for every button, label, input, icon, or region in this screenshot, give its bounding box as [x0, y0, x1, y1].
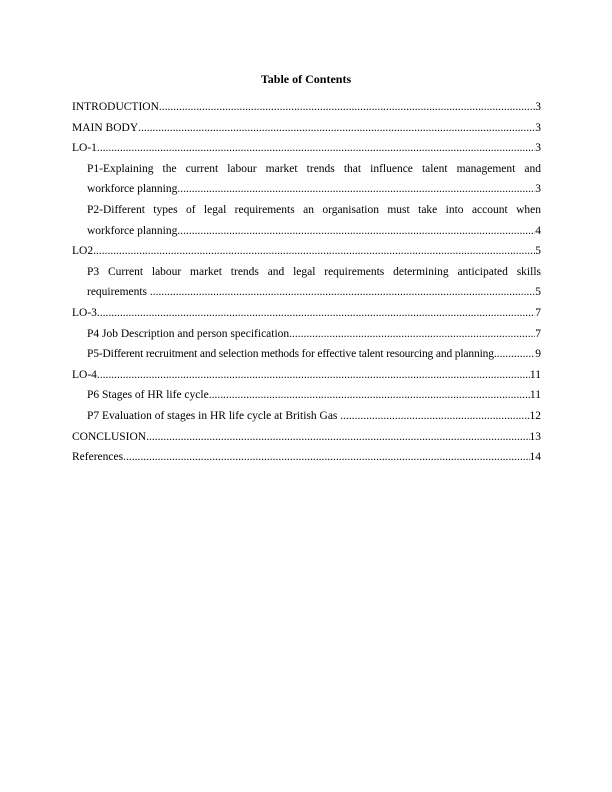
dot-leader — [97, 365, 530, 386]
toc-page-number: 14 — [529, 451, 541, 464]
toc-entry-p5[interactable] — [72, 344, 541, 365]
toc-page-number: 3 — [535, 121, 541, 134]
toc-entry-references[interactable] — [72, 447, 541, 468]
toc-page-number: 9 — [535, 348, 541, 361]
toc-entry-p7[interactable] — [72, 406, 541, 427]
dot-leader — [138, 118, 535, 139]
toc-page-number: 11 — [529, 368, 541, 381]
toc-entry-text: MAIN BODY — [72, 121, 139, 134]
toc-entry-p3[interactable] — [72, 262, 541, 303]
toc-entry-conclusion[interactable] — [72, 427, 541, 448]
toc-entry-text: requirements — [87, 286, 150, 299]
toc-entry-text: References — [72, 451, 124, 464]
toc-entry-lo-4[interactable] — [72, 365, 541, 386]
toc-page-number: 3 — [535, 101, 541, 113]
toc-entry-main-body[interactable] — [72, 118, 541, 139]
dot-leader — [340, 406, 529, 427]
toc-entry-text-line1: P1-Explaining the current labour market trends that influence talent management and — [87, 162, 541, 175]
toc-entry-lo2[interactable] — [72, 241, 541, 262]
toc-entry-text: P5-Different recruitment and selection methods for effective talent resourcing and planning — [87, 348, 494, 361]
dot-leader — [123, 447, 529, 468]
toc-entry-text: INTRODUCTION — [72, 101, 159, 113]
dot-leader — [146, 427, 529, 448]
toc-page-number: 7 — [535, 306, 541, 319]
dot-leader — [97, 138, 535, 159]
toc-entry-text: LO-3 — [72, 306, 97, 319]
dot-leader — [93, 241, 535, 262]
dot-leader — [209, 385, 530, 406]
toc-page-number: 7 — [535, 327, 541, 340]
toc-entry-text: workforce planning — [87, 224, 178, 237]
toc-entry-text: LO-4 — [72, 368, 97, 381]
dot-leader — [494, 344, 535, 365]
toc-page-number: 12 — [529, 409, 541, 422]
toc-entry-lo-1[interactable] — [72, 138, 541, 159]
toc-page-number: 5 — [535, 245, 541, 258]
toc-entry-text-line1: P2-Different types of legal requirements an organisation must take into account when — [87, 203, 541, 216]
toc-entry-introduction[interactable] — [72, 97, 541, 118]
toc-page-number: 11 — [529, 389, 541, 402]
toc-entry-text: P6 Stages of HR life cycle — [87, 389, 209, 402]
toc-title: Table of Contents — [260, 72, 352, 86]
toc-entry-text-line1: P3 Current labour market trends and legal requirements determining anticipated skills — [87, 265, 541, 278]
toc-page-number: 3 — [535, 142, 541, 155]
toc-page-number: 13 — [529, 430, 541, 443]
toc-entry-p4[interactable] — [72, 324, 541, 345]
toc-page-number: 4 — [535, 224, 541, 237]
toc-entry-p1[interactable] — [72, 159, 541, 200]
toc-entry-p2[interactable] — [72, 200, 541, 241]
table-of-contents — [72, 97, 541, 468]
toc-entry-text: P4 Job Description and person specification — [87, 327, 290, 340]
toc-page-number: 5 — [535, 286, 541, 299]
toc-entry-text: P7 Evaluation of stages in HR life cycle at British Gas — [87, 409, 341, 422]
toc-page-number: 3 — [535, 183, 541, 196]
dot-leader — [177, 221, 535, 242]
dot-leader — [289, 324, 535, 345]
toc-entry-text: LO-1 — [72, 142, 97, 155]
dot-leader — [97, 303, 535, 324]
toc-entry-lo-3[interactable] — [72, 303, 541, 324]
toc-entry-text: LO2 — [72, 245, 94, 258]
dot-leader — [177, 179, 535, 200]
toc-entry-p6[interactable] — [72, 385, 541, 406]
dot-leader — [150, 282, 535, 303]
dot-leader — [159, 97, 535, 118]
toc-entry-text: CONCLUSION — [72, 430, 147, 443]
toc-entry-text: workforce planning — [87, 183, 178, 196]
